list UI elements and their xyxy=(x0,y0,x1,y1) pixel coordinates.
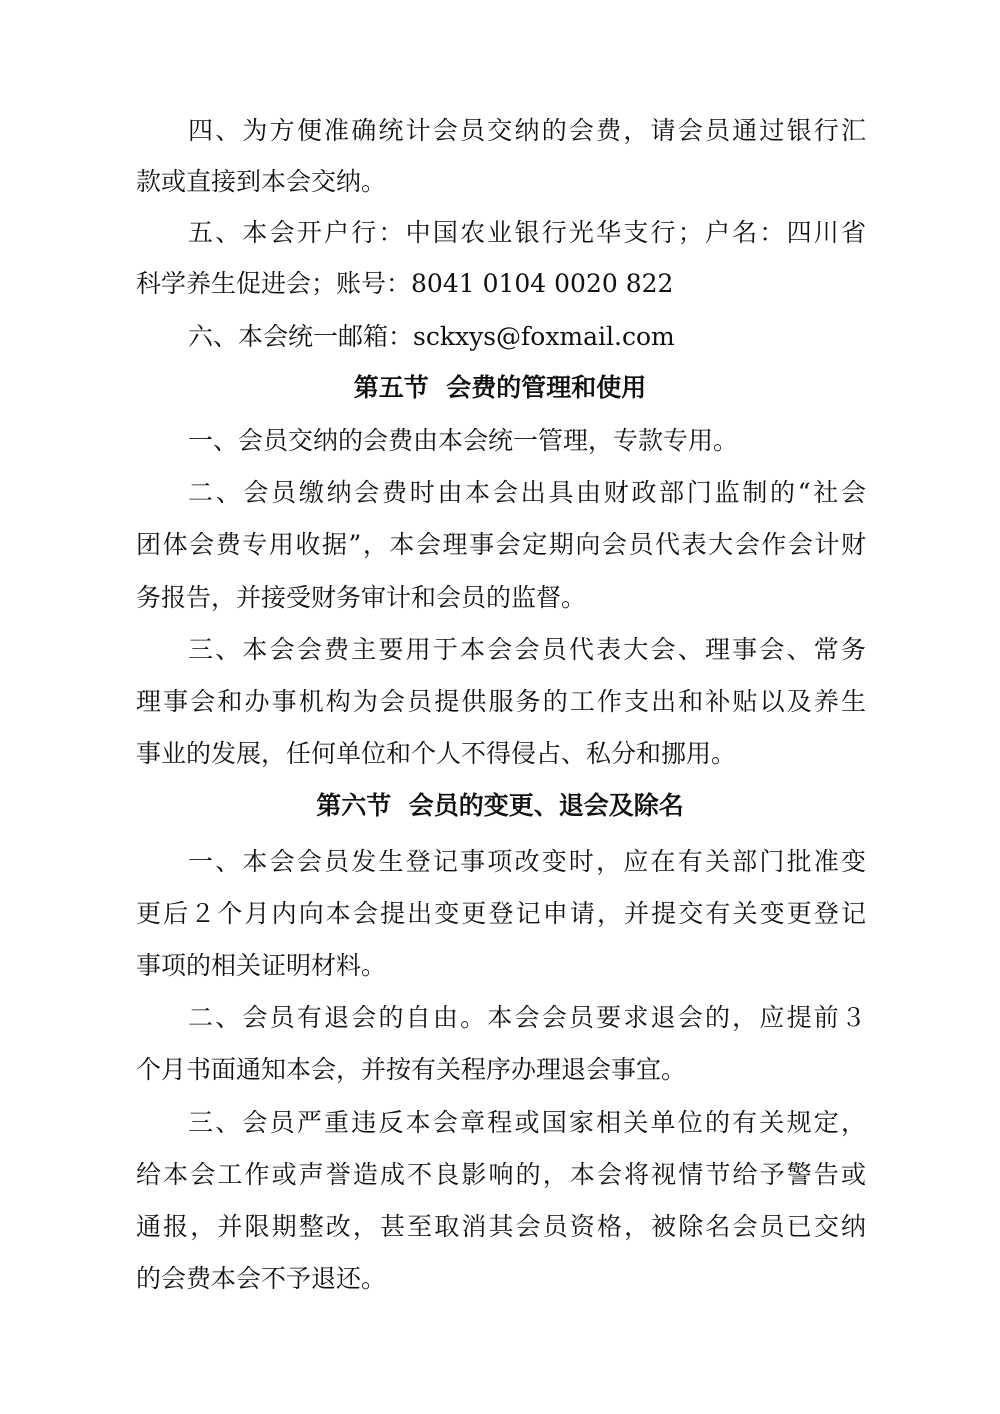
paragraph-line: 三、会员严重违反本会章程或国家相关单位的有关规定， xyxy=(188,1108,866,1137)
paragraph-line: 团体会费专用收据”，本会理事会定期向会员代表大会作会计财 xyxy=(136,530,866,559)
paragraph-line: 一、本会会员发生登记事项改变时，应在有关部门批准变 xyxy=(188,847,866,876)
paragraph-line: 事业的发展，任何单位和个人不得侵占、私分和挪用。 xyxy=(136,739,737,768)
paragraph-line: 理事会和办事机构为会员提供服务的工作支出和补贴以及养生 xyxy=(136,687,866,716)
paragraph-line: 个月书面通知本会，并按有关程序办理退会事宜。 xyxy=(136,1055,687,1084)
paragraph-line: 二、会员缴纳会费时由本会出具由财政部门监制的“社会 xyxy=(188,478,866,507)
paragraph-line: 款或直接到本会交纳。 xyxy=(136,167,387,196)
paragraph-line: 二、会员有退会的自由。本会会员要求退会的，应提前３ xyxy=(188,1003,866,1032)
paragraph-line: 给本会工作或声誉造成不良影响的，本会将视情节给予警告或 xyxy=(136,1160,866,1189)
section-heading: 第六节 会员的变更、退会及除名 xyxy=(316,791,684,820)
paragraph-line: 事项的相关证明材料。 xyxy=(136,951,387,980)
paragraph-line: 五、本会开户行：中国农业银行光华支行；户名：四川省 xyxy=(188,218,866,247)
paragraph-line: 的会费本会不予退还。 xyxy=(136,1264,387,1293)
paragraph-line: 三、本会会费主要用于本会会员代表大会、理事会、常务 xyxy=(188,635,866,664)
section-heading: 第五节 会费的管理和使用 xyxy=(353,373,647,402)
paragraph-line: 一、会员交纳的会费由本会统一管理，专款专用。 xyxy=(188,426,739,455)
paragraph-line: 六、本会统一邮箱：sckxys@foxmail.com xyxy=(188,322,675,351)
paragraph-line: 更后２个月内向本会提出变更登记申请，并提交有关变更登记 xyxy=(136,899,866,928)
paragraph-line: 四、为方便准确统计会员交纳的会费，请会员通过银行汇 xyxy=(188,116,866,145)
paragraph-line: 务报告，并接受财务审计和会员的监督。 xyxy=(136,583,587,612)
paragraph-line: 通报，并限期整改，甚至取消其会员资格，被除名会员已交纳 xyxy=(136,1212,866,1241)
paragraph-line: 科学养生促进会；账号：8041 0104 0020 822 xyxy=(136,269,674,298)
